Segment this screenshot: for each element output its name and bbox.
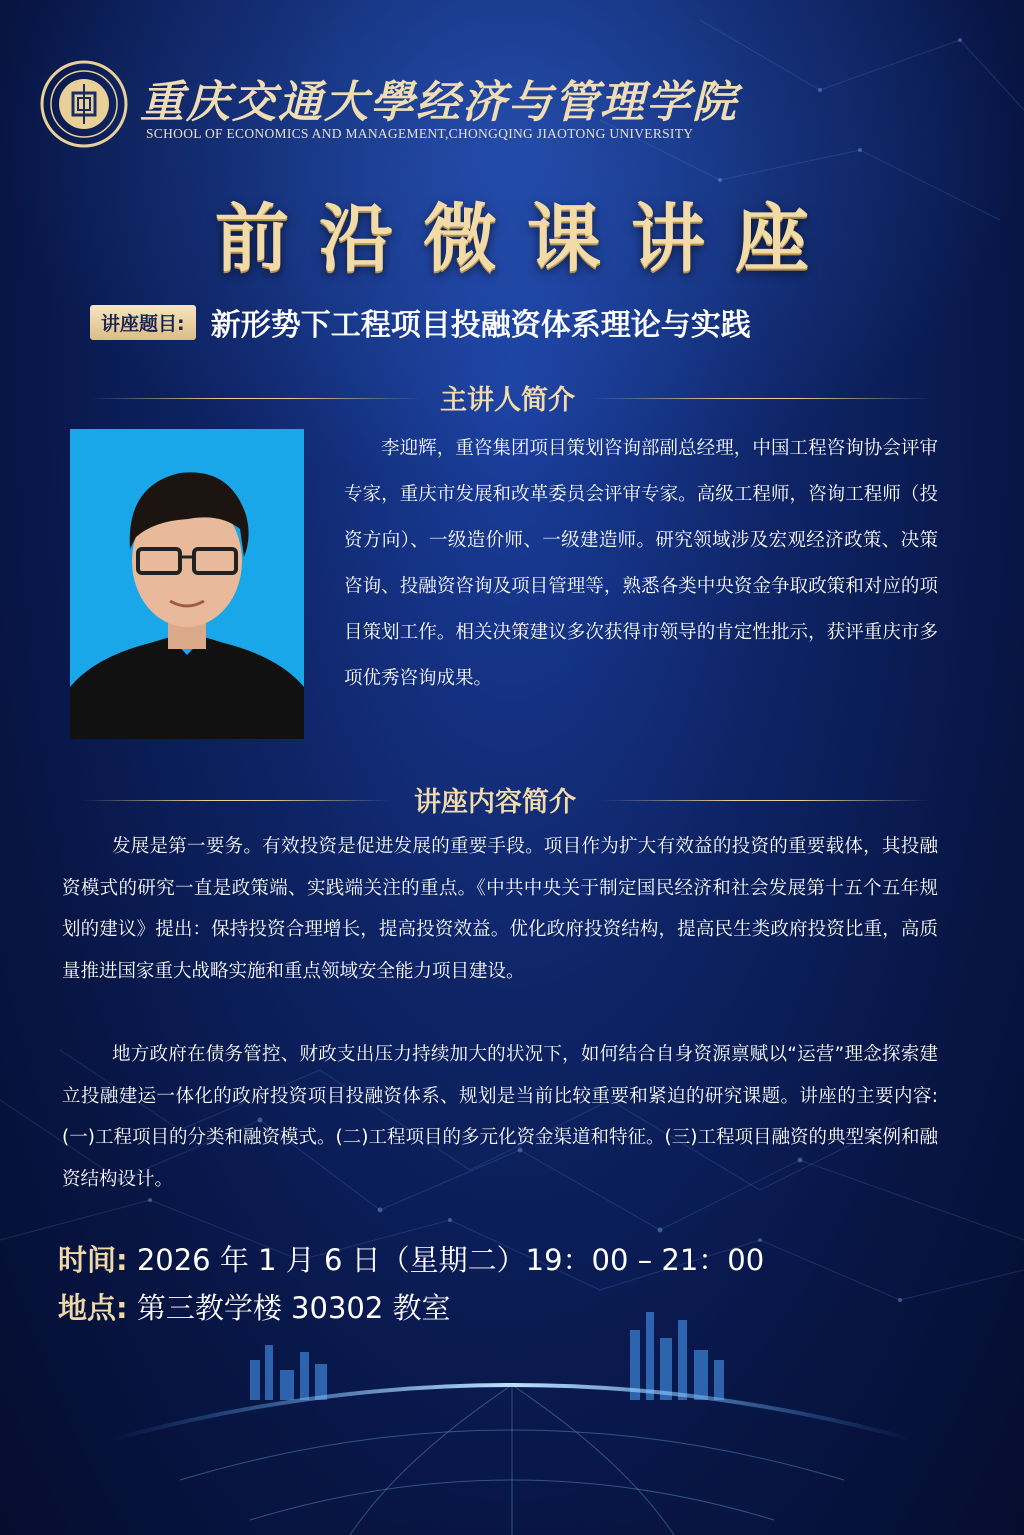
heading-divider-left (90, 398, 422, 399)
topic-text: 新形势下工程项目投融资体系理论与实践 (210, 308, 751, 343)
heading-divider-right (592, 398, 930, 399)
event-time (58, 1238, 764, 1279)
speaker-bio: 李迎辉，重咨集团项目策划咨询部副总经理，中国工程咨询协会评审专家，重庆市发展和改革委员会评审专家。高级工程师，咨询工程师（投资方向）、一级造价师、一级建造师。研究领域涉及宏观经济政策、决策咨询、投融资咨询及项目管理等，熟悉各类中央资金争取政策和对应的项目策划工作。相关决策建议多次获得市领导的肯定性批示，获评重庆市多项优秀咨询成果。 (344, 438, 938, 689)
school-logo-header (40, 60, 740, 150)
speaker-portrait-illustration (70, 429, 304, 739)
heading-divider-left (82, 800, 390, 801)
place-label: 地点: (58, 1291, 128, 1325)
speaker-heading-text: 主讲人简介 (440, 385, 575, 416)
content-section-heading (0, 780, 1024, 820)
school-name-cn: 重庆交通大學经济与管理学院 (140, 77, 738, 128)
heading-divider-right (602, 800, 930, 801)
school-name-en: SCHOOL OF ECONOMICS AND MANAGEMENT,CHONGQING JIAOTONG UNIVERSITY (146, 126, 694, 141)
content-paragraph: 地方政府在债务管控、财政支出压力持续加大的状况下，如何结合自身资源禀赋以“运营”理念探索建立投融建运一体化的政府投资项目投融资体系、规划是当前比较重要和紧迫的研究课题。讲座的主要内容:(一)工程项目的分类和融资模式。(二)工程项目的多元化资金渠道和特征。(三)工程项目融资的典型案例和融资结构设计。 (62, 1044, 938, 1190)
poster-title: 前沿微课讲座 (215, 196, 839, 282)
speaker-section-heading (0, 378, 1024, 418)
speaker-portrait (70, 429, 304, 739)
city-globe-graphic (0, 1290, 1024, 1535)
content-paragraph: 发展是第一要务。有效投资是促进发展的重要手段。项目作为扩大有效益的投资的重要载体，其投融资模式的研究一直是政策端、实践端关注的重点。《中共中央关于制定国民经济和社会发展第十五个五年规划的建议》提出：保持投资合理增长，提高投资效益。优化政府投资结构，提高民生类政府投资比重，高质量推进国家重大战略实施和重点领域安全能力项目建设。 (62, 836, 938, 982)
lecture-topic (90, 300, 751, 343)
university-seal-icon (40, 60, 128, 148)
topic-label: 讲座题目: (90, 305, 196, 340)
place-value: 第三教学楼 30302 教室 (136, 1291, 451, 1325)
content-heading-text: 讲座内容简介 (414, 787, 576, 818)
time-label: 时间: (58, 1243, 128, 1277)
time-value: 2026 年 1 月 6 日（星期二）19：00 – 21：00 (136, 1243, 765, 1277)
